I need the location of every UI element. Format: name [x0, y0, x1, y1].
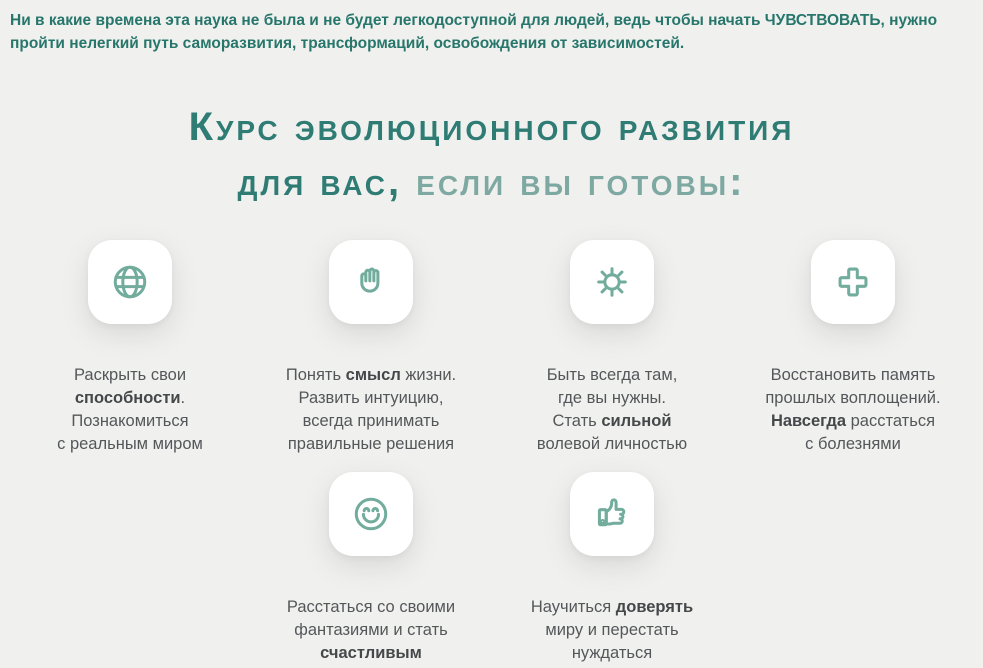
text-segment: миру и перестать: [545, 620, 679, 639]
heading-line-1: Курс эволюционного развития: [188, 104, 795, 149]
card-text-line: [765, 364, 940, 387]
text-segment: Быть всегда там,: [546, 365, 678, 384]
card-text-line: [537, 387, 687, 410]
heading-line-2: [0, 155, 983, 210]
card-text-line: [765, 410, 940, 433]
card-text-line: [537, 364, 687, 387]
card-text-line: [286, 433, 456, 456]
icon-tile: [329, 472, 413, 556]
text-segment: Научиться: [530, 597, 616, 616]
heading-line-2-primary: для вас,: [237, 159, 417, 204]
card-meaning: [251, 240, 492, 456]
card-text-line: [286, 364, 456, 387]
thumb-icon: [589, 491, 635, 537]
cards-row-1: [0, 240, 983, 456]
smile-icon: [348, 491, 394, 537]
card-text-line: [531, 642, 693, 665]
text-segment: с болезнями: [805, 434, 901, 453]
icon-tile: [570, 240, 654, 324]
card-text-line: [57, 433, 203, 456]
section-heading: [0, 100, 983, 210]
text-segment-bold: смысл: [345, 365, 401, 384]
text-segment: нуждаться: [571, 643, 653, 662]
heading-line-2-muted: если вы готовы:: [416, 159, 746, 204]
card-text-line: [286, 410, 456, 433]
text-segment: фантазиями и стать: [294, 620, 448, 639]
card-text: [531, 596, 693, 665]
text-segment: правильные решения: [287, 434, 455, 453]
card-trust: [492, 472, 733, 665]
card-text-line: [531, 596, 693, 619]
text-segment: Расстаться со своими: [286, 597, 456, 616]
card-text-line: [287, 619, 455, 642]
text-segment-bold: сильной: [601, 411, 672, 430]
card-text-line: [287, 596, 455, 619]
text-segment: где вы нужны.: [557, 388, 666, 407]
text-segment: Познакомиться: [71, 411, 189, 430]
text-segment-bold: способности: [74, 388, 181, 407]
card-text: [57, 364, 203, 456]
text-segment: Стать: [552, 411, 602, 430]
card-happiness: [251, 472, 492, 665]
card-text-line: [537, 410, 687, 433]
text-segment: с реальным миром: [57, 434, 203, 453]
text-segment: волевой личностью: [536, 434, 688, 453]
card-text: [765, 364, 940, 456]
icon-tile: [570, 472, 654, 556]
card-text-line: [537, 433, 687, 456]
card-text: [286, 364, 456, 456]
card-text-line: [57, 364, 203, 387]
text-segment: Восстановить память: [770, 365, 936, 384]
card-text-line: [287, 642, 455, 665]
intro-paragraph: Ни в какие времена эта наука не была и не будет легкодоступной для людей, ведь чтобы начать ЧУВСТВОВАТЬ, нужно пройти нелегкий путь саморазвития, трансформаций, освобождения от зависимостей.: [10, 12, 938, 53]
text-segment: жизни.: [400, 365, 457, 384]
text-segment: Понять: [285, 365, 346, 384]
text-segment-bold: счастливым: [320, 643, 422, 662]
card-text-line: [765, 433, 940, 456]
card-text-line: [286, 387, 456, 410]
text-segment: прошлых воплощений.: [765, 388, 941, 407]
icon-tile: [811, 240, 895, 324]
hand-icon: [348, 259, 394, 305]
cards-row-2: [0, 472, 983, 665]
icon-tile: [329, 240, 413, 324]
sun-icon: [589, 259, 635, 305]
card-text-line: [531, 619, 693, 642]
card-text: [537, 364, 687, 456]
text-segment-bold: Навсегда: [770, 411, 847, 430]
card-text-line: [765, 387, 940, 410]
icon-tile: [88, 240, 172, 324]
card-text-line: [57, 410, 203, 433]
card-text: [287, 596, 455, 665]
text-segment: Раскрыть свои: [73, 365, 187, 384]
text-segment: .: [180, 388, 186, 407]
card-health: [733, 240, 974, 456]
text-segment: всегда принимать: [302, 411, 440, 430]
plus-icon: [830, 259, 876, 305]
card-abilities: [10, 240, 251, 456]
text-segment: Развить интуицию,: [298, 388, 444, 407]
card-text-line: [57, 387, 203, 410]
card-presence: [492, 240, 733, 456]
text-segment: расстаться: [846, 411, 936, 430]
text-segment-bold: доверять: [615, 597, 694, 616]
globe-icon: [107, 259, 153, 305]
